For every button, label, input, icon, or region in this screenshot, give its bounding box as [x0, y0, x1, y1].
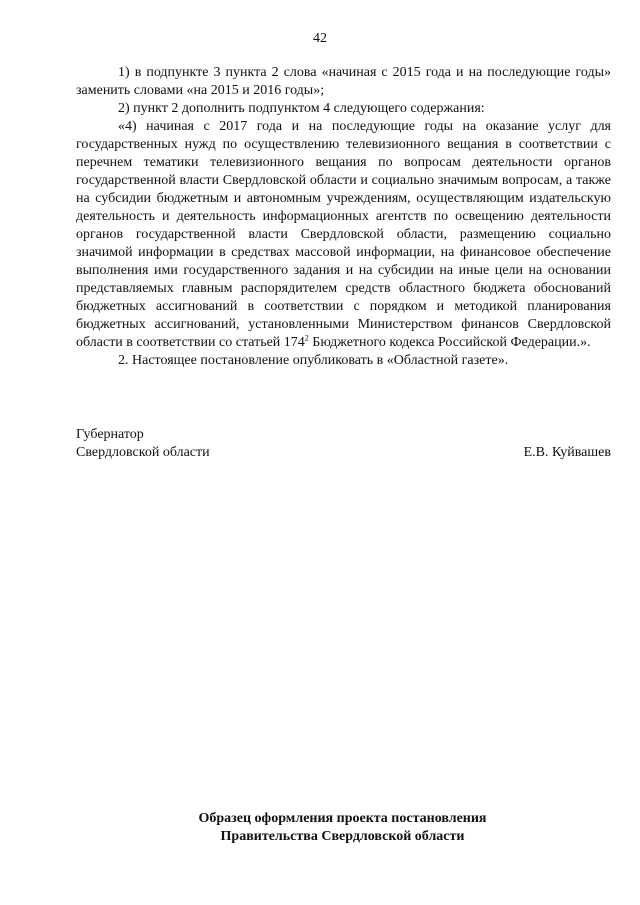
signatory-name: Е.В. Куйвашев: [523, 445, 611, 460]
sample-caption-line1: Образец оформления проекта постановления: [198, 811, 487, 826]
subitem-4-tail: Бюджетного кодекса Российской Федерации.».: [308, 335, 591, 350]
amendment-item-1: 1) в подпункте 3 пункта 2 слова «начиная с 2015 года и на последующие годы» заменить словами «на 2015 и 2016 годы»;: [76, 65, 611, 98]
sample-caption-line2: Правительства Свердловской области: [220, 829, 465, 844]
amendment-subitem-4: [76, 118, 611, 352]
signature-block: [76, 426, 611, 462]
publication-clause: 2. Настоящее постановление опубликовать в «Областной газете».: [118, 353, 509, 368]
signature-row: [76, 444, 611, 462]
sample-caption: [150, 810, 535, 846]
amendment-item-2: 2) пункт 2 дополнить подпунктом 4 следующего содержания:: [118, 101, 485, 116]
article-superscript: 2: [304, 333, 309, 343]
document-body: [76, 64, 611, 370]
signatory-position-line1: Губернатор: [76, 427, 144, 442]
page-number: 42: [313, 31, 327, 46]
subitem-4-text: «4) начиная с 2017 года и на последующие годы на оказание услуг для государственных нужд по осуществлению телевизионного вещания в соответствии с перечнем тематики телевизионного вещания по вопросам деятельности органов государственной власти Свердловской области и социально значимым вопросам, а также на субсидии бюджетным и автономным учреждениям, осуществляющим издательскую деятельность и деятельность информационных агентств по освещению деятельности органов государственной власти Свердловской области, размещению социально значимой информации в средствах массовой информации, на финансовое обеспечение выполнения ими государственного задания и на субсидии на иные цели на основании представляемых главным распорядителем средств областного бюджета обоснований бюджетных ассигнований в соответствии с порядком и методикой планирования бюджетных ассигнований, установленными Министерством финансов Свердловской области в соответствии со статьей 174: [76, 119, 611, 350]
signatory-position-line2: Свердловской области: [76, 445, 210, 460]
